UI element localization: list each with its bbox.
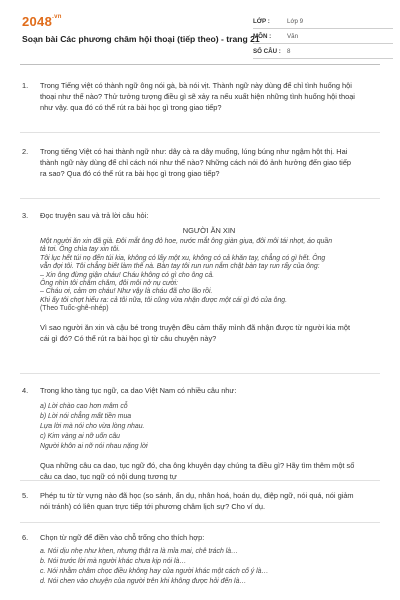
question-3: 3. Đọc truyện sau và trả lời câu hỏi: NGƯỜI ĂN XIN Một người ăn xin đã già. Đôi mắt ông đỏ hoe, nước mắt ông giàn giụa, đôi môi tái nhợt, áo quần tả tơi. Ông chìa tay xin tôi. Tôi lục hết túi nọ đến túi kia, không có lấy một xu, không có cả khăn tay, chẳng có gì hết. Ông vẫn đợi tôi. Tôi chẳng biết làm thế nà. Bàn tay tôi run run nắm chặt bàn tay run rẩy của ông: – Xin ông đừng giận cháu! Cháu không có gì cho ông cả. Ông nhìn tôi chăm chăm, đôi môi nở nụ cười: – Cháu ơi, cảm ơn cháu! Như vậy là cháu đã cho lão rồi. Khi ấy tôi chợt hiểu ra: cả tôi nữa, tôi cũng vừa nhận được một cái gì đó của ông. (Theo Tuốc-ghê-nhép) Vì sao người ăn xin và cậu bé trong truyện đều cảm thấy mình đã nhận được từ người kia một cái gì đó? Có thể rút ra bài học gì từ câu chuyện này?	[22, 210, 378, 344]
brand-suffix: .vn	[52, 14, 62, 20]
meta-subject: MÔN : Văn	[253, 29, 393, 44]
question-4: 4. Trong kho tàng tục ngữ, ca dao Việt Nam có nhiều câu như: a) Lời chào cao hơn mâm cỗ b) Lời nói chẳng mất tiền mua Lựa lời mà nói cho vừa lòng nhau. c) Kim vàng ai nỡ uốn câu Người khôn ai nỡ nói nhau nặng lời Qua những câu ca dao, tục ngữ đó, cha ông khuyên dạy chúng ta điều gì? Hãy tìm thêm một số câu ca dao, tục ngữ có nội dung tương tự	[22, 385, 378, 482]
divider	[20, 198, 380, 199]
question-6: 6. Chọn từ ngữ để điền vào chỗ trống cho thích hợp: a. Nói dịu nhẹ như khen, nhưng thật ra là mỉa mai, chê trách là… b. Nói trước lời mà người khác chưa kịp nói là… c. Nói nhằm châm chọc điều không hay của người khác một cách cố ý là… d. Nói chen vào chuyện của người trên khi không được hỏi đến là…	[22, 532, 378, 587]
meta-grade: LỚP : Lớp 9	[253, 14, 393, 29]
divider	[20, 522, 380, 523]
story-text: Một người ăn xin đã già. Đôi mắt ông đỏ hoe, nước mắt ông giàn giụa, đôi môi tái nhợt, áo quần tả tơi. Ông chìa tay xin tôi. Tôi lục hết túi nọ đến túi kia, không có lấy một xu, không có cả khăn tay, chẳng có gì hết. Ông vẫn đợi tôi. Tôi chẳng biết làm thế nà. Bàn tay tôi run run nắm chặt bàn tay run rẩy của ông: – Xin ông đừng giận cháu! Cháu không có gì cho ông cả. Ông nhìn tôi chăm chăm, đôi môi nở nụ cười: – Cháu ơi, cảm ơn cháu! Như vậy là cháu đã cho lão rồi. Khi ấy tôi chợt hiểu ra: cả tôi nữa, tôi cũng vừa nhận được một cái gì đó của ông. (Theo Tuốc-ghê-nhép)	[40, 238, 378, 314]
brand-logo[interactable]	[22, 14, 62, 29]
header-divider	[20, 64, 380, 65]
header	[0, 0, 400, 60]
meta-table	[253, 14, 393, 59]
question-1: 1. Trong Tiếng việt có thành ngữ ông nói gà, bà nói vịt. Thành ngữ này dùng để chỉ tình huống hội thoại như thế nào? Thử tưởng tượng điều gì sẽ xảy ra nếu xuất hiện những tình huống hội thoại như vậy. qua đó có thể rút ra bài học gì trong giao tiếp?	[22, 81, 355, 112]
story-title: NGƯỜI ĂN XIN	[182, 226, 236, 235]
fill-blank-list: a. Nói dịu nhẹ như khen, nhưng thật ra là mỉa mai, chê trách là… b. Nói trước lời mà người khác chưa kịp nói là… c. Nói nhằm châm chọc điều không hay của người khác một cách cố ý là… d. Nói chen vào chuyện của người trên khi không được hỏi đến là…	[40, 548, 269, 585]
divider	[20, 480, 380, 481]
story-author: (Theo Tuốc-ghê-nhép)	[40, 305, 109, 313]
meta-count: SỐ CÂU : 8	[253, 44, 393, 59]
divider	[20, 373, 380, 374]
proverb-list: a) Lời chào cao hơn mâm cỗ b) Lời nói chẳng mất tiền mua Lựa lời mà nói cho vừa lòng nhau. c) Kim vàng ai nỡ uốn câu Người khôn ai nỡ nói nhau nặng lời	[40, 403, 148, 450]
question-2: 2. Trong tiếng Việt có hai thành ngữ như: dây cà ra dây muống, lúng búng như ngậm hột thị. Hai thành ngữ này dùng để chỉ cách nói như thế nào? Những cách nói đó ảnh hưởng đến giao tiếp ra sao? Qua đó có thể rút ra bài học gì trong giao tiếp?	[22, 147, 352, 178]
question-5: 5. Phép tu từ từ vựng nào đã học (so sánh, ẩn dụ, nhân hoá, hoán dụ, điệp ngữ, nói quá, nói giảm nói tránh) có liên quan trực tiếp tới phương châm lịch sự? Cho ví dụ.	[22, 491, 354, 511]
brand-name: 2048	[22, 14, 53, 29]
page-title: Soạn bài Các phương châm hội thoại (tiếp theo) - trang 21	[22, 34, 260, 44]
divider	[20, 132, 380, 133]
